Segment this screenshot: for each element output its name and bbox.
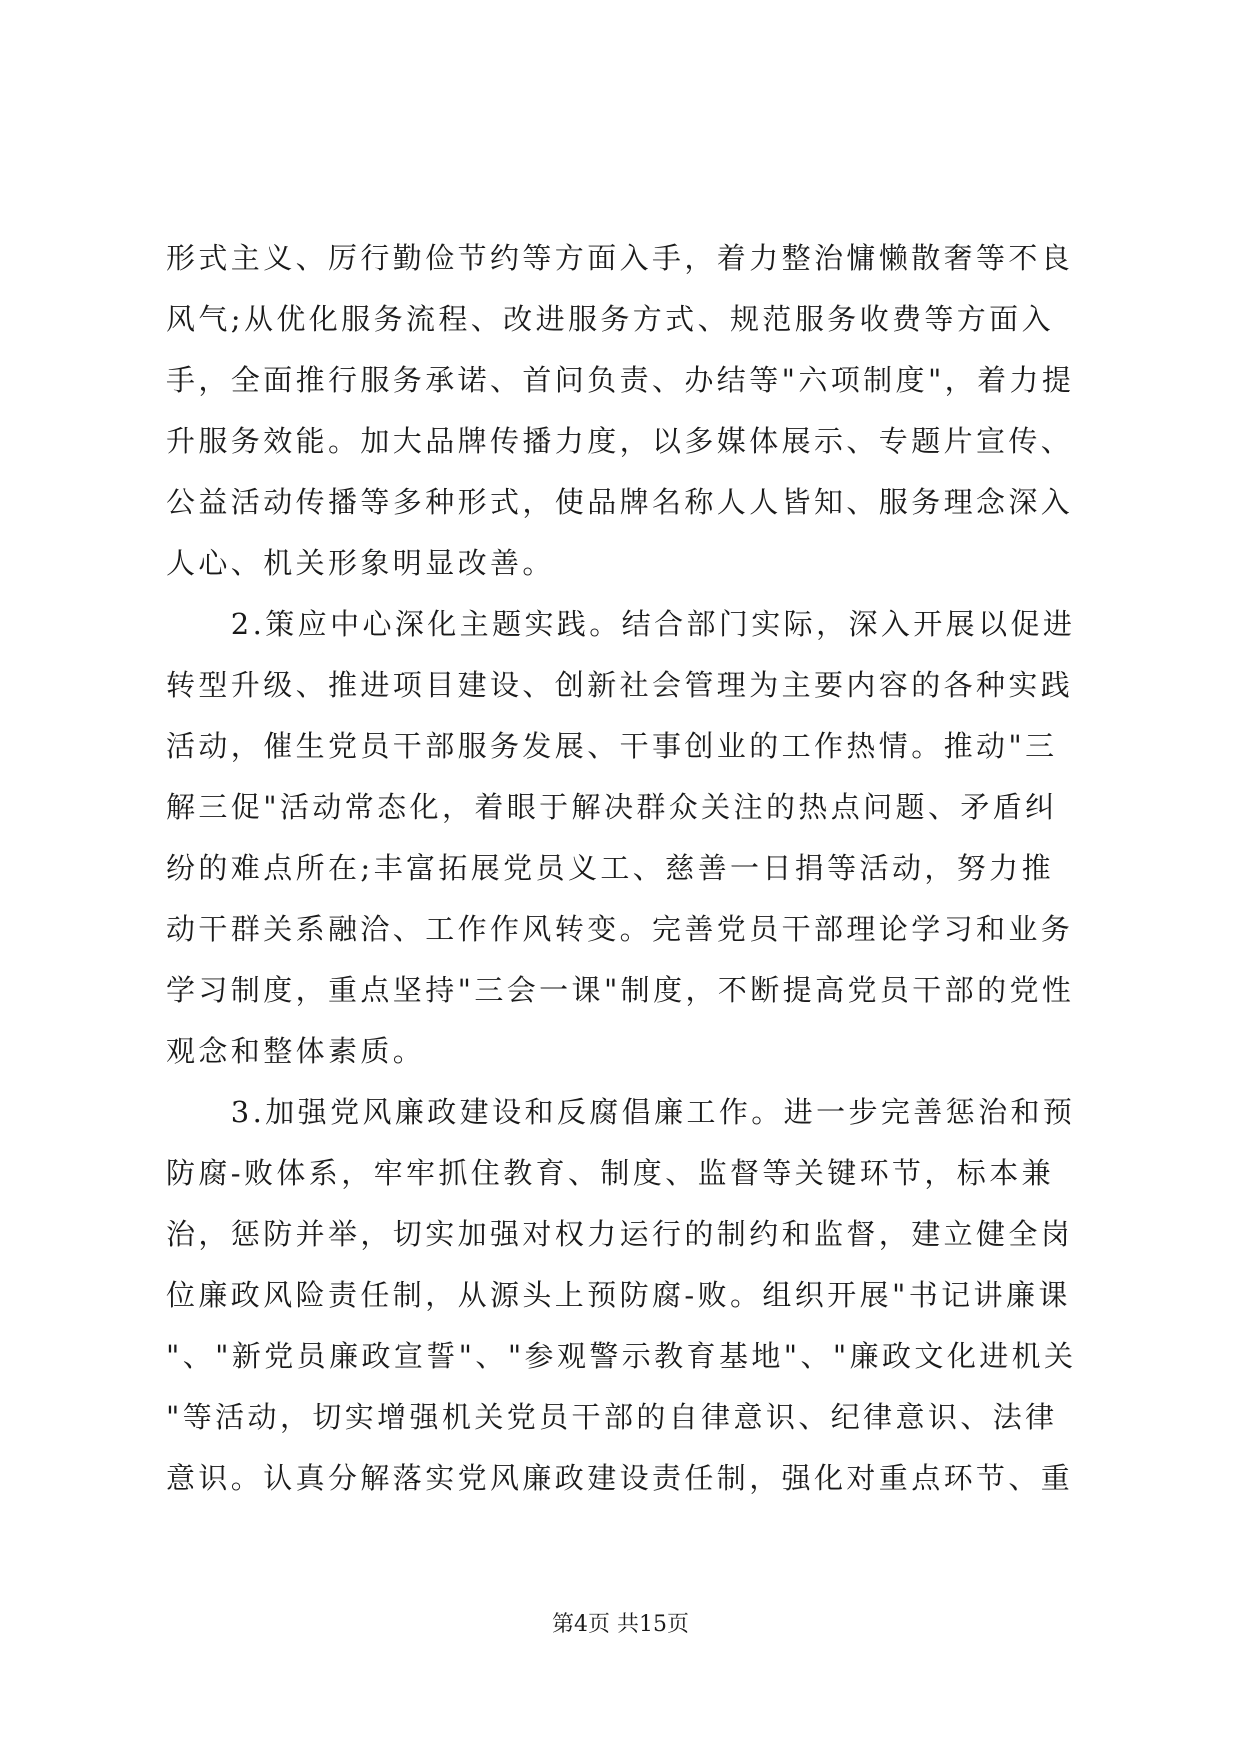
text-line: 风气;从优化服务流程、改进服务方式、规范服务收费等方面入 bbox=[166, 302, 1054, 336]
text-line: "等活动，切实增强机关党员干部的自律意识、纪律意识、法律 bbox=[166, 1400, 1058, 1434]
page-number: 第4页 共15页 bbox=[552, 1612, 689, 1637]
text-line: "、"新党员廉政宣誓"、"参观警示教育基地"、"廉政文化进机关 bbox=[166, 1339, 1077, 1373]
text-line: 位廉政风险责任制，从源头上预防腐-败。组织开展"书记讲廉课 bbox=[166, 1278, 1071, 1312]
text-line: 转型升级、推进项目建设、创新社会管理为主要内容的各种实践 bbox=[166, 668, 1074, 702]
text-line: 意识。认真分解落实党风廉政建设责任制，强化对重点环节、重 bbox=[166, 1461, 1074, 1495]
text-line: 解三促"活动常态化，着眼于解决群众关注的热点问题、矛盾纠 bbox=[166, 790, 1058, 824]
text-line: 活动，催生党员干部服务发展、干事创业的工作热情。推动"三 bbox=[166, 729, 1058, 763]
text-line: 公益活动传播等多种形式，使品牌名称人人皆知、服务理念深入 bbox=[166, 485, 1074, 519]
text-line: 学习制度，重点坚持"三会一课"制度，不断提高党员干部的党性 bbox=[166, 973, 1075, 1007]
text-line: 防腐-败体系，牢牢抓住教育、制度、监督等关键环节，标本兼 bbox=[166, 1156, 1054, 1190]
text-line: 观念和整体素质。 bbox=[166, 1034, 426, 1068]
text-line: 2.策应中心深化主题实践。结合部门实际，深入开展以促进 bbox=[166, 607, 1076, 641]
text-line: 动干群关系融洽、工作作风转变。完善党员干部理论学习和业务 bbox=[166, 912, 1074, 946]
text-line: 人心、机关形象明显改善。 bbox=[166, 546, 555, 580]
page-footer bbox=[0, 1610, 1241, 1640]
text-line: 手，全面推行服务承诺、首问负责、办结等"六项制度"，着力提 bbox=[166, 363, 1075, 397]
text-line: 纷的难点所在;丰富拓展党员义工、慈善一日捐等活动，努力推 bbox=[166, 851, 1054, 885]
text-line: 升服务效能。加大品牌传播力度，以多媒体展示、专题片宣传、 bbox=[166, 424, 1074, 458]
text-line: 治，惩防并举，切实加强对权力运行的制约和监督，建立健全岗 bbox=[166, 1217, 1074, 1251]
body-text bbox=[166, 228, 1078, 1509]
text-line: 3.加强党风廉政建设和反腐倡廉工作。进一步完善惩治和预 bbox=[166, 1095, 1076, 1129]
text-line: 形式主义、厉行勤俭节约等方面入手，着力整治慵懒散奢等不良 bbox=[166, 241, 1074, 275]
